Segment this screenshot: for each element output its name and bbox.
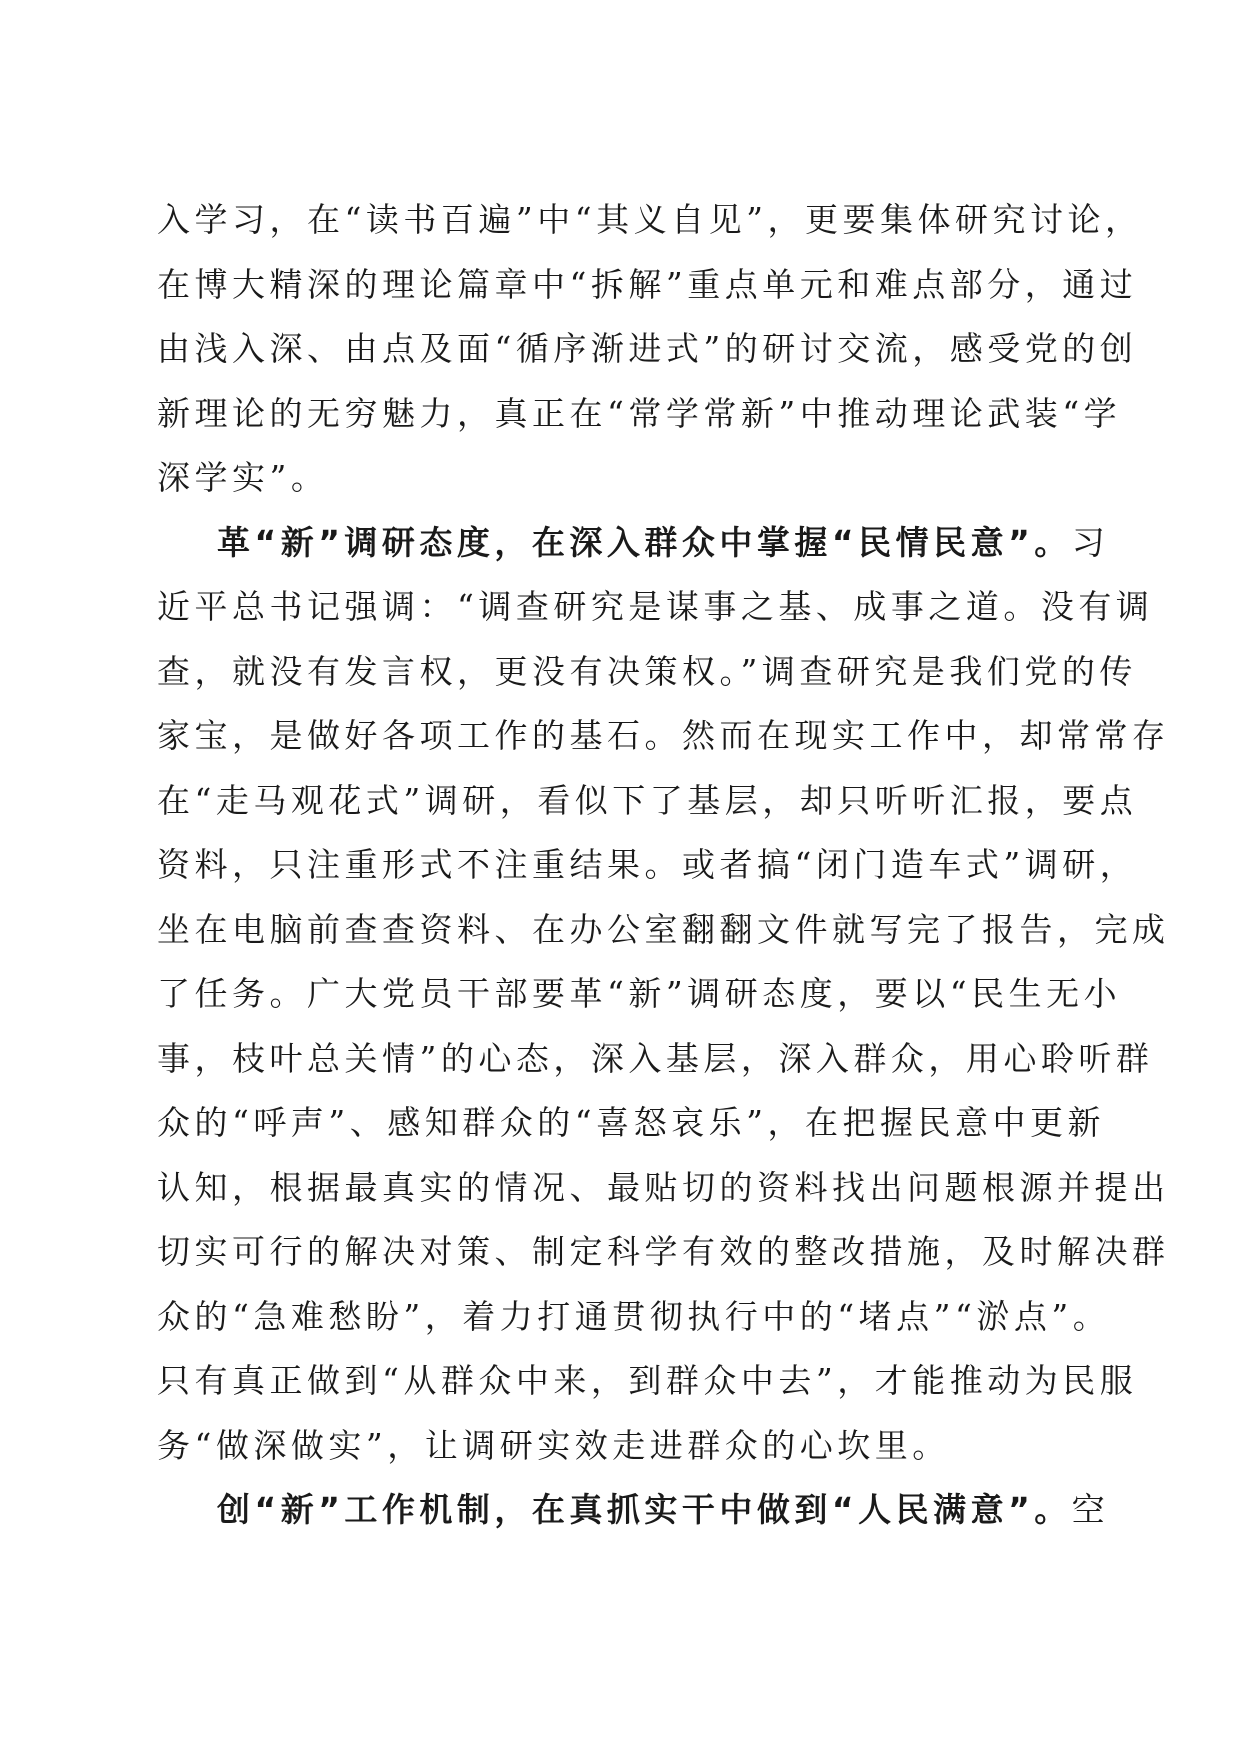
- text-line: 在博大精深的理论篇章中“拆解”重点单元和难点部分，通过: [157, 264, 1138, 304]
- text-line: 了任务。广大党员干部要革“新”调研态度，要以“民生无小: [157, 974, 1122, 1013]
- text-line: 近平总书记强调：“调查研究是谋事之基、成事之道。没有调: [157, 587, 1154, 626]
- section-heading: 革“新”调研态度，在深入群众中掌握“民情民意”。: [217, 522, 1072, 562]
- heading-continuation: 空: [1071, 1490, 1110, 1529]
- text-line: 切实可行的解决对策、制定科学有效的整改措施，及时解决群: [157, 1232, 1170, 1271]
- text-line: 家宝，是做好各项工作的基石。然而在现实工作中，却常常存: [157, 716, 1170, 755]
- text-line: 入学习，在“读书百遍”中“其义自见”，更要集体研究讨论，: [157, 200, 1143, 239]
- section-heading-line: [157, 511, 1117, 576]
- section-heading-line: [157, 1478, 1117, 1543]
- text-line: 务“做深做实”，让调研实效走进群众的心坎里。: [157, 1425, 950, 1465]
- text-line: 由浅入深、由点及面“循序渐进式”的研讨交流，感受党的创: [157, 329, 1138, 368]
- document-body: [157, 188, 1170, 1543]
- text-line: 只有真正做到“从群众中来，到群众中去”，才能推动为民服: [157, 1361, 1138, 1400]
- text-line: 认知，根据最真实的情况、最贴切的资料找出问题根源并提出: [157, 1167, 1170, 1207]
- heading-continuation: 习: [1071, 522, 1110, 562]
- text-line: 资料，只注重形式不注重结果。或者搞“闭门造车式”调研，: [157, 845, 1138, 884]
- text-line: 新理论的无穷魅力，真正在“常学常新”中推动理论武装“学: [157, 393, 1122, 433]
- text-line: 查，就没有发言权，更没有决策权。”调查研究是我们党的传: [157, 651, 1137, 691]
- text-line: 众的“呼声”、感知群众的“喜怒哀乐”，在把握民意中更新: [157, 1103, 1105, 1142]
- text-line: 在“走马观花式”调研，看似下了基层，却只听听汇报，要点: [157, 780, 1138, 820]
- text-line: 深学实”。: [157, 458, 329, 497]
- section-heading: 创“新”工作机制，在真抓实干中做到“人民满意”。: [217, 1490, 1072, 1529]
- text-line: 众的“急难愁盼”，着力打通贯彻执行中的“堵点”“淤点”。: [157, 1296, 1111, 1336]
- text-line: 坐在电脑前查查资料、在办公室翻翻文件就写完了报告，完成: [157, 909, 1170, 949]
- text-line: 事，枝叶总关情”的心态，深入基层，深入群众，用心聆听群: [157, 1038, 1154, 1078]
